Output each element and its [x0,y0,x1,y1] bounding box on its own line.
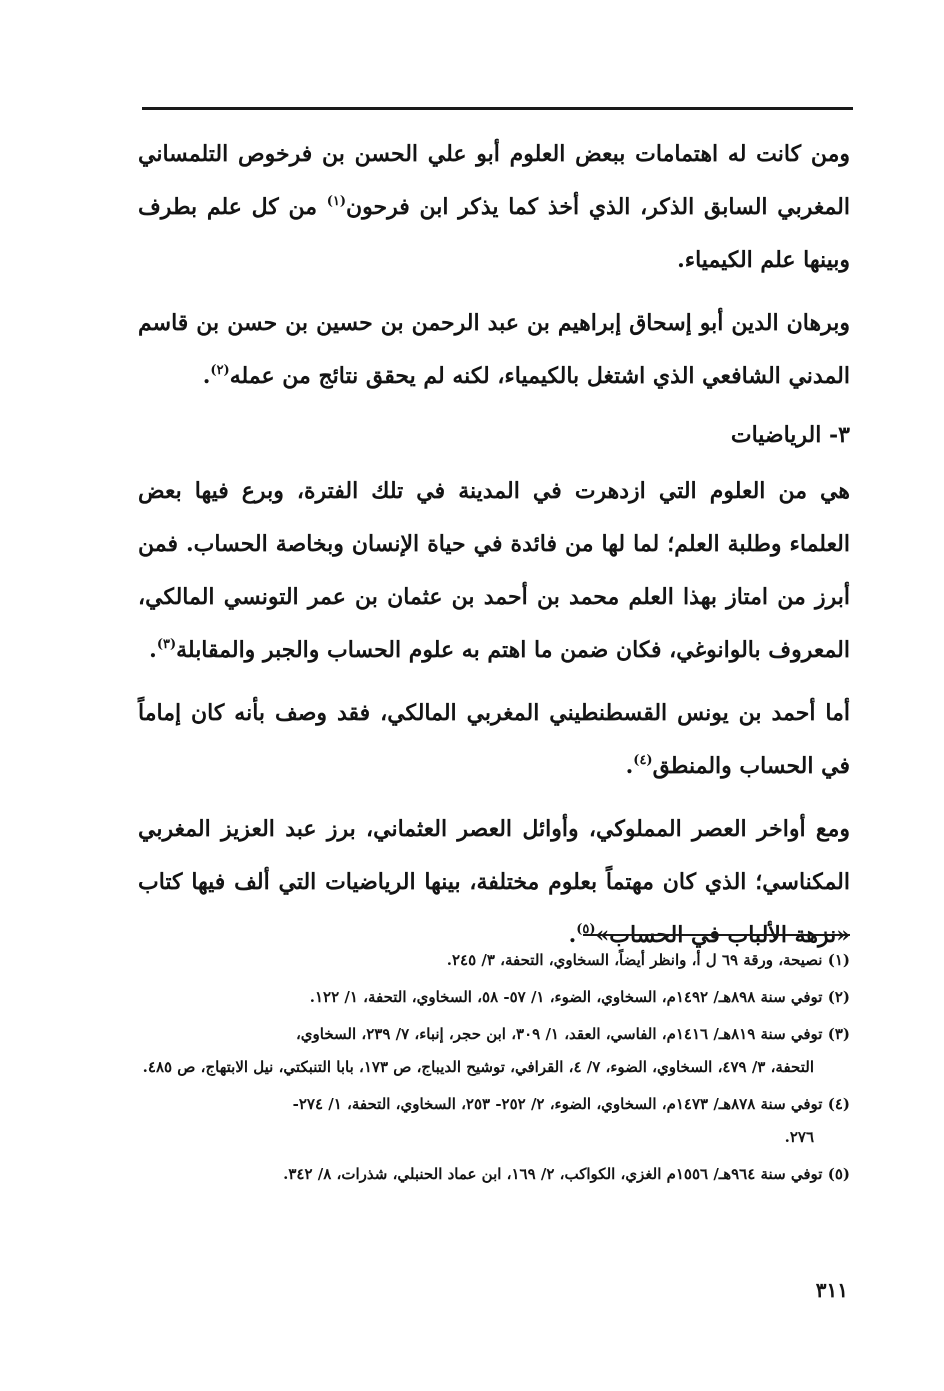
paragraph-4: أما أحمد بن يونس القسطنطيني المغربي المالكي، فقد وصف بأنه كان إماماً في الحساب والمنطق$^{(٤)}$. [138,700,851,779]
top-rule [142,107,853,110]
footnote-1: (١) نصيحة، ورقة ٦٩ ل أ، وانظر أيضاً، السخاوي، التحفة، ٣/ ٢٤٥. [446,951,850,969]
footnote-ref-1[interactable]: (١) [326,194,347,209]
footnote-ref-4[interactable]: (٤) [633,753,653,768]
footnote-ref-2[interactable]: (٢) [210,363,230,378]
footnote-5: (٥) توفي سنة ٩٦٤هـ/ ١٥٥٦م الغزي، الكواكب، ٢/ ١٦٩، ابن عماد الحنبلي، شذرات، ٨/ ٣٤٢. [283,1165,850,1183]
paragraph-1: ومن كانت له اهتمامات ببعض العلوم أبو علي الحسن بن فرخوص التلمساني المغربي السابق الذكر، الذي أخذ كما يذكر ابن فرحون$^{(١)}$ من كل علم بطرف وبينها علم الكيمياء. [138,141,851,273]
footnotes [138,944,850,1195]
paragraph-2: وبرهان الدين أبو إسحاق إبراهيم بن عبد الرحمن بن حسين بن حسن بن قاسم المدني الشافعي الذي اشتغل بالكيمياء، لكنه لم يحقق نتائج من عمله$^{(٢)}$. [138,310,850,389]
footnote-separator [583,934,850,936]
footnote-3: (٣) توفي سنة ٨١٩هـ/ ١٤١٦م، الفاسي، العقد، ١/ ٣٠٩، ابن حجر، إنباء، ٧/ ٢٣٩، السخاوي، التحفة، ٣/ ٤٧٩، السخاوي، الضوء، ٧/ ٤، القرافي، توشيح الديباج، ص ١٧٣، بابا التنبكتي، نيل الابتهاج، ص ٤٨٥. [142,1025,850,1076]
footnote-4: (٤) توفي سنة ٨٧٨هـ/ ١٤٧٣م، السخاوي، الضوء، ٢/ ٢٥٢- ٢٥٣، السخاوي، التحفة، ١/ ٢٧٤- ٢٧٦. [292,1095,850,1146]
paragraph-3: هي من العلوم التي ازدهرت في المدينة في تلك الفترة، وبرع فيها بعض العلماء وطلبة العلم؛ لما لها من فائدة في حياة الإنسان وبخاصة الحساب. فمن أبرز من امتاز بهذا العلم محمد بن أحمد بن عثمان بن عمر التونسي المالكي، المعروف بالوانوغي، فكان ضمن ما اهتم به علوم الحساب والجبر والمقابلة$^{(٣)}$. [138,478,850,663]
section-heading: ٣- الرياضيات [730,422,850,448]
main-text [138,128,850,972]
page-number: ٣١١ [815,1278,848,1302]
paragraph-5: ومع أواخر العصر المملوكي، وأوائل العصر العثماني، برز عبد العزيز المغربي المكناسي؛ الذي كان مهتماً بعلوم مختلفة، بينها الرياضيات التي ألف فيها كتاب «نزهة الألباب في الحساب»$^{(٥)}$. [138,816,850,948]
footnote-ref-5[interactable]: (٥) [576,922,596,937]
footnote-ref-3[interactable]: (٣) [156,637,177,652]
footnote-2: (٢) توفي سنة ٨٩٨هـ/ ١٤٩٢م، السخاوي، الضوء، ١/ ٥٧- ٥٨، السخاوي، التحفة، ١/ ١٢٢. [309,988,850,1006]
